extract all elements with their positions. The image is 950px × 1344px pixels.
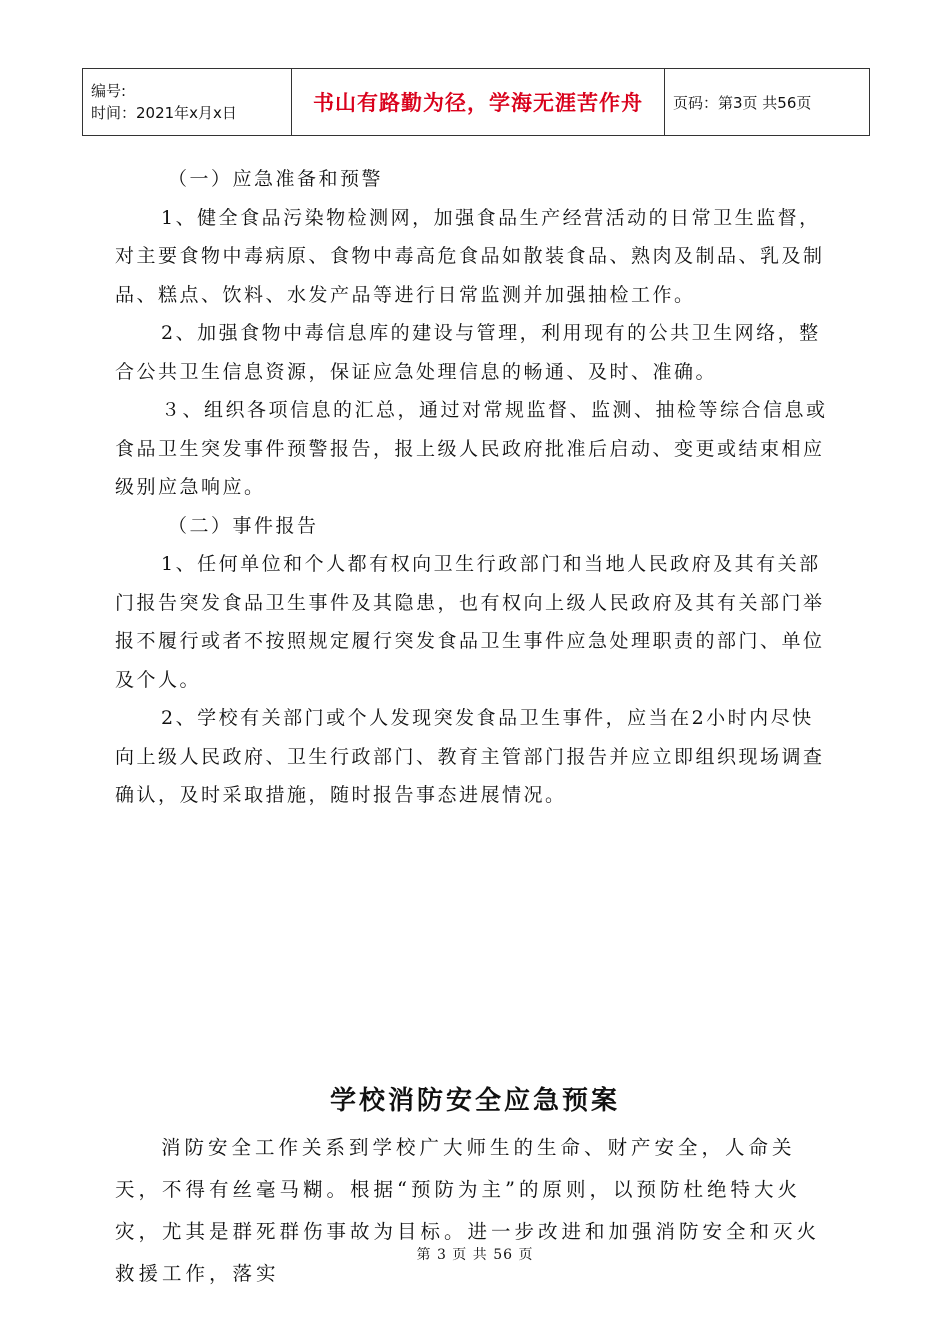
- page-footer: 第 3 页 共 56 页: [416, 1247, 534, 1263]
- paragraph: 1、健全食品污染物检测网，加强食品生产经营活动的日常卫生监督，对主要食物中毒病原、食物中毒高危食品如散装食品、熟肉及制品、乳及制品、糕点、饮料、水发产品等进行日常监测并加强抽检工作。: [115, 206, 825, 306]
- time-label: 时间：2021年x月x日: [91, 104, 237, 122]
- paragraph: ３、组织各项信息的汇总，通过对常规监督、监测、抽检等综合信息或食品卫生突发事件预警报告，报上级人民政府批准后启动、变更或结束相应级别应急响应。: [115, 399, 828, 498]
- motto: 书山有路勤为径，学海无涯苦作舟: [292, 69, 665, 136]
- body-text: [115, 160, 835, 815]
- document-title: 学校消防安全应急预案: [329, 1086, 620, 1116]
- section-heading: （二）事件报告: [168, 514, 319, 537]
- paragraph: 2、加强食物中毒信息库的建设与管理，利用现有的公共卫生网络，整合公共卫生信息资源，保证应急处理信息的畅通、及时、准确。: [115, 322, 821, 383]
- number-label: 编号:: [91, 82, 127, 100]
- fire-plan-body: [115, 1127, 840, 1295]
- paragraph: 消防安全工作关系到学校广大师生的生命、财产安全，人命关天，不得有丝毫马糊。根据“预防为主”的原则，以预防杜绝特大火灾，尤其是群死群伤事故为目标。进一步改进和加强消防安全和灭火救援工作，落实: [115, 1136, 821, 1285]
- section-heading: （一）应急准备和预警: [168, 168, 384, 190]
- header-table: [82, 68, 870, 136]
- paragraph: 2、学校有关部门或个人发现突发食品卫生事件，应当在2小时内尽快向上级人民政府、卫生行政部门、教育主管部门报告并应立即组织现场调查确认，及时采取措施，随时报告事态进展情况。: [115, 707, 825, 806]
- page-label: 页码：第3页 共56页: [665, 69, 870, 136]
- header-left-cell: [83, 69, 292, 136]
- paragraph: 1、任何单位和个人都有权向卫生行政部门和当地人民政府及其有关部门报告突发食品卫生事件及其隐患，也有权向上级人民政府及其有关部门举报不履行或者不按照规定履行突发食品卫生事件应急处理职责的部门、单位及个人。: [115, 553, 825, 691]
